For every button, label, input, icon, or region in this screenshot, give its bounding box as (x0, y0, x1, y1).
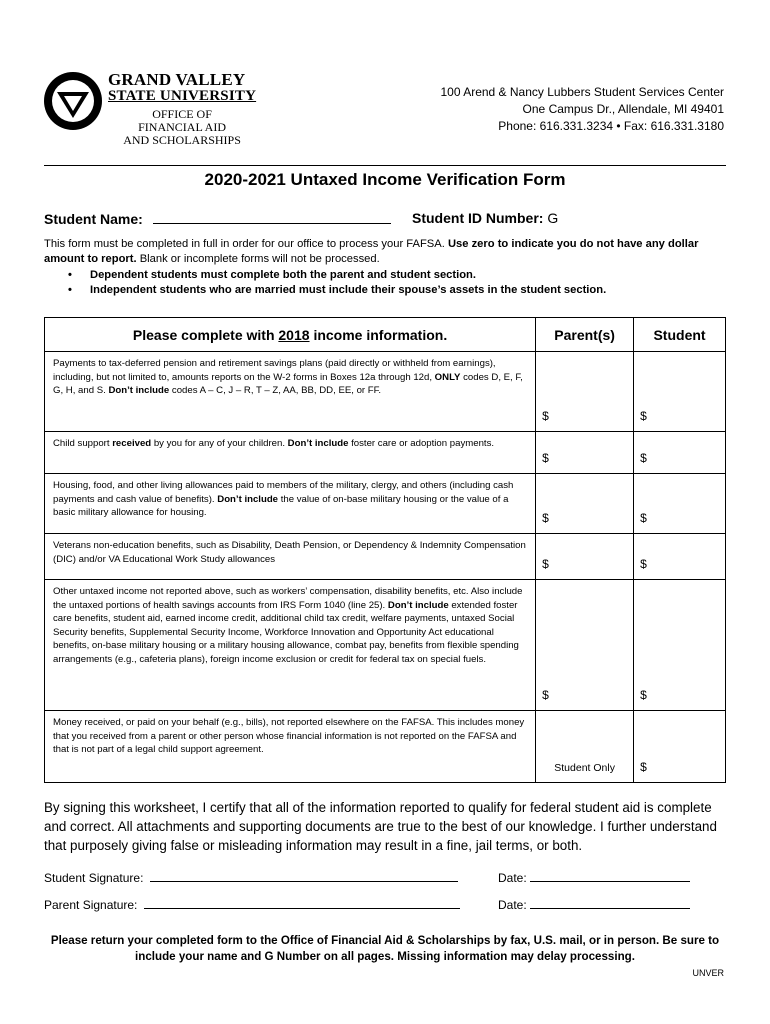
student-name-label: Student Name: (44, 211, 143, 227)
parent-amount-field[interactable]: $ (536, 474, 634, 534)
address-line-3: Phone: 616.331.3234 • Fax: 616.331.3180 (498, 119, 724, 133)
row-other-untaxed-description: Other untaxed income not reported above, such as workers’ compensation, disability benefits, etc. Also include the untaxed portions of health savings accounts from IRS Form 1040 (line 25). Don’t include extended foster care benefits, student aid, earned income credit, additional child tax credit, welfare payments, untaxed Social Security benefits, Supplemental Security Income, Workforce Innovation and Opportunity Act educational benefits, on-base military housing or a military housing allowance, combat pay, benefits from flexible spending arrangements (e.g., cafeteria plans), foreign income exclusion or credit for federal tax on special fuels. (45, 580, 536, 711)
logo-line-1: GRAND VALLEY (108, 70, 246, 89)
logo-line-4: FINANCIAL AID (138, 120, 226, 134)
student-signature-field[interactable] (150, 870, 458, 882)
parent-signature-field[interactable] (144, 897, 460, 909)
student-amount-field[interactable]: $ (634, 474, 726, 534)
row-housing-description: Housing, food, and other living allowances paid to members of the military, clergy, and others (including cash payments and cash value of benefits). Don’t include the value of on-base military housing or the value of a basic military allowance for housing. (45, 474, 536, 534)
parent-amount-field[interactable]: $ (536, 534, 634, 580)
student-signature-label: Student Signature: (44, 871, 144, 885)
parent-amount-field[interactable]: $ (536, 352, 634, 432)
student-id-label: Student ID Number: (412, 210, 544, 226)
student-amount-field[interactable]: $ (634, 352, 726, 432)
parent-date-row (498, 897, 690, 912)
gvsu-seal-icon (42, 70, 104, 132)
header-instructions (45, 318, 536, 352)
logo-line-5: AND SCHOLARSHIPS (123, 133, 241, 147)
parent-amount-field[interactable]: $ (536, 432, 634, 474)
student-signature-row (44, 870, 458, 885)
student-amount-field[interactable]: $ (634, 580, 726, 711)
student-id-prefix: G (547, 210, 559, 226)
table-row (45, 534, 726, 580)
student-amount-field[interactable]: $ (634, 432, 726, 474)
table-row (45, 352, 726, 432)
parent-signature-label: Parent Signature: (44, 898, 138, 912)
income-table (44, 317, 726, 783)
header-divider (44, 165, 726, 166)
intro-bold-text: Use zero to indicate you do not have any dollar amount to report. (44, 238, 699, 265)
intro-text: This form must be completed in full in order for our office to process your FAFSA. (44, 238, 445, 250)
header-text-before: Please complete with (132, 326, 275, 343)
certification-statement: By signing this worksheet, I certify that all of the information reported to qualify for federal student aid is complete and correct. All attachments and supporting documents are true to the best of our knowledge. I further understand that purposely giving false or misleading information may result in a fine, jail terms, or both. (44, 800, 717, 853)
student-date-row (498, 870, 690, 885)
instructions (44, 237, 726, 298)
logo-line-2: STATE UNIVERSITY (108, 88, 257, 104)
date-label: Date: (498, 898, 527, 912)
instruction-bullet: • Dependent students must complete both the parent and student section. (44, 268, 726, 283)
header-year: 2018 (278, 326, 310, 343)
table-row (45, 580, 726, 711)
student-only-note: Student Only (536, 711, 634, 783)
return-instructions: Please return your completed form to the Office of Financial Aid & Scholarships by fax, U.S. mail, or in person. Be sure to include your name and G Number on all pages. Missing information may delay processing. (50, 934, 720, 963)
student-date-field[interactable] (530, 870, 690, 882)
office-address (441, 84, 725, 135)
form-code: UNVER (692, 968, 724, 978)
header-parents: Parent(s) (536, 318, 634, 352)
address-line-1: 100 Arend & Nancy Lubbers Student Services Center (440, 85, 724, 99)
parent-amount-field[interactable]: $ (536, 580, 634, 711)
row-money-received-description: Money received, or paid on your behalf (e.g., bills), not reported elsewhere on the FAFSA. This includes money that you received from a parent or other person whose financial information is not reported on the FAFSA and that is not part of a legal child support agreement. (45, 711, 536, 783)
address-line-2: One Campus Dr., Allendale, MI 49401 (522, 102, 724, 116)
intro-after-text: Blank or incomplete forms will not be processed. (139, 253, 380, 265)
table-header-row (45, 318, 726, 352)
header-text-after: income information. (313, 326, 448, 343)
form-title: 2020-2021 Untaxed Income Verification Form (204, 170, 566, 189)
student-amount-field[interactable]: $ (634, 711, 726, 783)
row-retirement-description: Payments to tax-deferred pension and retirement savings plans (paid directly or withheld from earnings), including, but not limited to, amounts reports on the W-2 forms in Boxes 12a through 12d, ONLY codes D, E, F, G, H, and S. Don’t include codes A – C, J – R, T – Z, AA, BB, DD, EE, or FF. (45, 352, 536, 432)
date-label: Date: (498, 871, 527, 885)
row-veterans-description: Veterans non-education benefits, such as Disability, Death Pension, or Dependency & Indemnity Compensation (DIC) and/or VA Educational Work Study allowances (45, 534, 536, 580)
row-child-support-description: Child support received by you for any of your children. Don’t include foster care or adoption payments. (45, 432, 536, 474)
header-student: Student (634, 318, 726, 352)
instruction-bullet: • Independent students who are married must include their spouse’s assets in the student section. (44, 283, 726, 298)
parent-signature-row (44, 897, 460, 912)
gvsu-logo (42, 66, 272, 152)
parent-date-field[interactable] (530, 897, 690, 909)
table-row (45, 432, 726, 474)
student-amount-field[interactable]: $ (634, 534, 726, 580)
student-name-field[interactable] (153, 210, 391, 224)
logo-line-3: OFFICE OF (152, 107, 212, 121)
table-row (45, 711, 726, 783)
table-row (45, 474, 726, 534)
student-name-row (44, 210, 391, 227)
student-id-row (412, 210, 558, 226)
